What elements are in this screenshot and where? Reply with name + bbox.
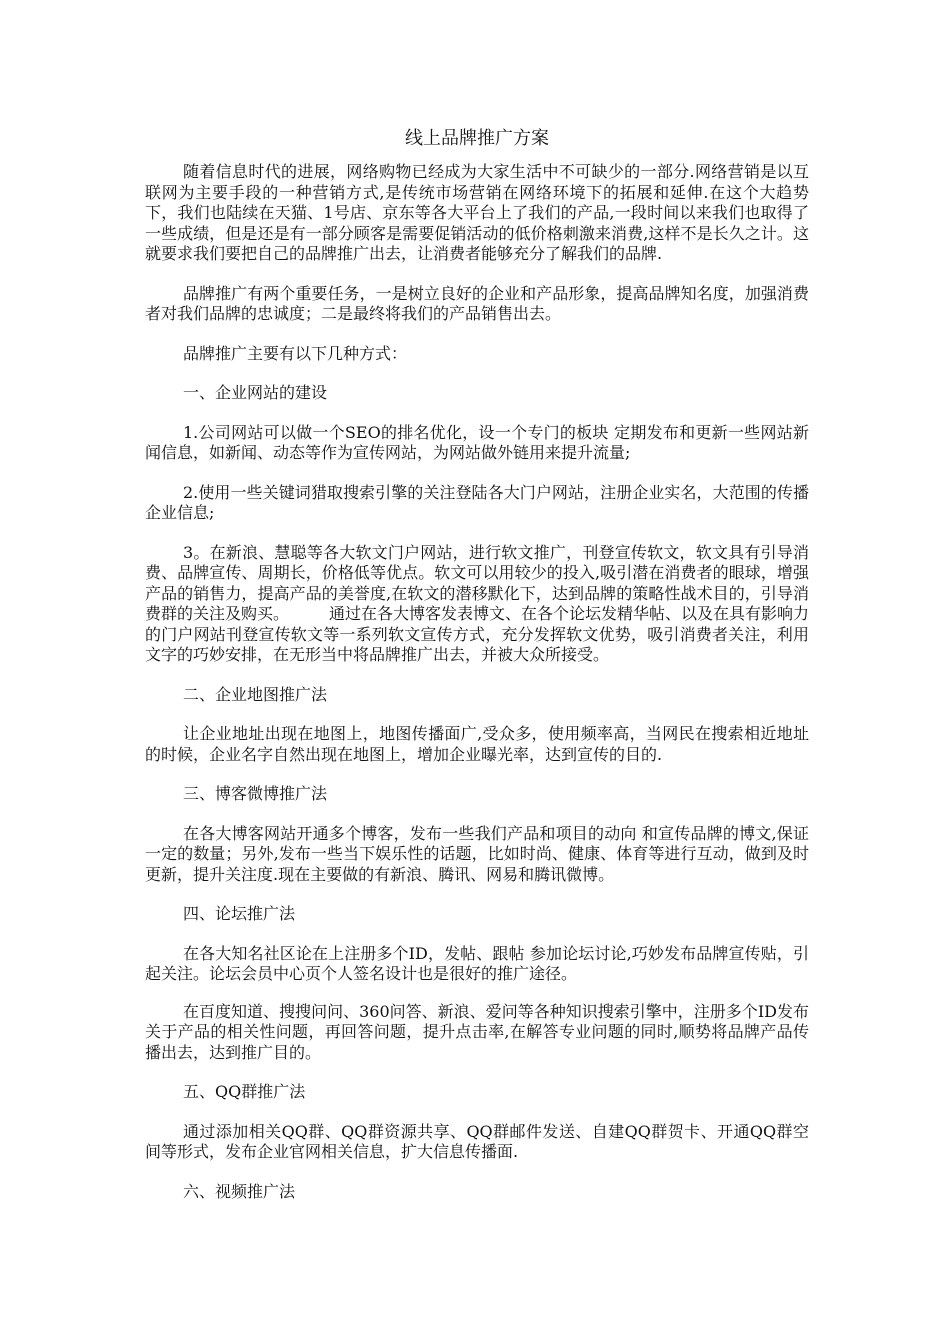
paragraph-tasks: 品牌推广有两个重要任务，一是树立良好的企业和产品形象，提高品牌知名度，加强消费者对我们品牌的忠诚度；二是最终将我们的产品销售出去。: [145, 283, 809, 323]
section-heading-website: 一、企业网站的建设: [183, 383, 328, 402]
document-title: 线上品牌推广方案: [405, 128, 549, 149]
paragraph-website-1: 1.公司网站可以做一个SEO的排名优化，设一个专门的板块 定期发布和更新一些网站新闻信息，如新闻、动态等作为宣传网站，为网站做外链用来提升流量;: [145, 422, 809, 462]
document-body: [145, 126, 809, 1221]
section-heading-forum: 四、论坛推广法: [183, 904, 296, 923]
paragraph-map: 让企业地址出现在地图上，地图传播面广,受众多，使用频率高，当网民在搜索相近地址的时候，企业名字自然出现在地图上，增加企业曝光率，达到宣传的目的.: [145, 724, 809, 764]
section-heading-qq: 五、QQ群推广法: [183, 1082, 306, 1101]
section-heading-blog: 三、博客微博推广法: [183, 784, 328, 803]
section-heading-video: 六、视频推广法: [183, 1181, 296, 1201]
paragraph-website-3: 3。在新浪、慧聪等各大软文门户网站，进行软文推广，刊登宣传软文，软文具有引导消费、品牌宣传、周期长，价格低等优点。软文可以用较少的投入,吸引潜在消费者的眼球，增强产品的销售力，提高产品的美誉度,在软文的潜移默化下，达到品牌的策略性战术目的，引导消费群的关注及购买。 通过在各大博客发表博文、在各个论坛发精华帖、以及在具有影响力的门户网站刊登宣传软文等一系列软文宣传方式，充分发挥软文优势，吸引消费者关注，利用文字的巧妙安排，在无形当中将品牌推广出去，并被大众所接受。: [145, 542, 810, 664]
paragraph-methods-intro: 品牌推广主要有以下几种方式：: [183, 343, 408, 363]
paragraph-website-2: 2.使用一些关键词猎取搜索引擎的关注登陆各大门户网站，注册企业实名，大范围的传播企业信息;: [145, 482, 809, 522]
section-heading-map: 二、企业地图推广法: [183, 684, 328, 704]
paragraph-qq: 通过添加相关QQ群、QQ群资源共享、QQ群邮件发送、自建QQ群贺卡、开通QQ群空间等形式，发布企业官网相关信息，扩大信息传播面.: [145, 1121, 809, 1161]
paragraph-forum-1: 在各大知名社区论在上注册多个ID，发帖、跟帖 参加论坛讨论,巧妙发布品牌宣传贴，引起关注。论坛会员中心页个人签名设计也是很好的推广途径。: [145, 943, 809, 983]
paragraph-forum-2: 在百度知道、搜搜问问、360问答、新浪、爱问等各种知识搜索引擎中，注册多个ID发布关于产品的相关性问题，再回答问题，提升点击率,在解答专业问题的同时,顺势将品牌产品传播出去，达到推广目的。: [145, 1001, 809, 1062]
paragraph-blog: 在各大博客网站开通多个博客，发布一些我们产品和项目的动向 和宣传品牌的博文,保证一定的数量；另外,发布一些当下娱乐性的话题，比如时尚、健康、体育等进行互动，做到及时更新，提升关注度.现在主要做的有新浪、腾讯、网易和腾讯微博。: [145, 823, 809, 884]
paragraph-intro: 随着信息时代的进展，网络购物已经成为大家生活中不可缺少的一部分.网络营销是以互联网为主要手段的一种营销方式,是传统市场营销在网络环境下的拓展和延伸.在这个大趋势下，我们也陆续在天猫、1号店、京东等各大平台上了我们的产品,一段时间以来我们也取得了一些成绩，但是还是有一部分顾客是需要促销活动的低价格刺激来消费,这样不是长久之计。这就要求我们要把自己的品牌推广出去，让消费者能够充分了解我们的品牌.: [145, 162, 809, 263]
